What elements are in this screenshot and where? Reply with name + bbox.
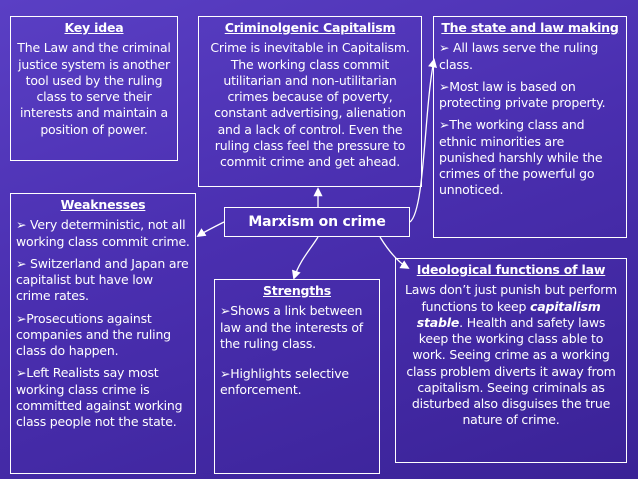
ideological-emphasis: capitalism stable	[416, 298, 601, 330]
state-law-bullet: ➢ All laws serve the ruling class.	[439, 40, 599, 72]
weakness-bullet: ➢ Very deterministic, not all working class commit crime.	[16, 217, 190, 249]
ideological-text-after: . Health and safety laws keep the working class able to work. Seeing crime as a working class problem diverts it away from capitalism. Seeing criminals as disturbed also disguises the true nature of crime.	[406, 314, 616, 428]
weaknesses-title: Weaknesses	[60, 197, 146, 212]
state-law-bullet: ➢The working class and ethnic minorities are punished harshly while the crimes of the powerful go unnoticed.	[439, 117, 603, 198]
key-idea-box	[10, 16, 178, 161]
state-law-title: The state and law making	[441, 20, 619, 35]
key-idea-text: The Law and the criminal justice system is another tool used by the ruling class to serve their interests and maintain a position of power.	[17, 40, 171, 137]
strength-bullet: ➢Highlights selective enforcement.	[220, 366, 349, 398]
arrow-to-weaknesses	[198, 222, 224, 236]
marxism-on-crime-box	[224, 207, 410, 237]
center-label: Marxism on crime	[248, 213, 386, 230]
weakness-bullet: ➢Left Realists say most working class crime is committed against working class people not the state.	[16, 365, 183, 429]
weaknesses-box	[10, 193, 196, 474]
strength-bullet: ➢Shows a link between law and the interests of the ruling class.	[220, 303, 363, 351]
criminogenic-text: Crime is inevitable in Capitalism. The working class commit utilitarian and non-utilitarian crimes because of poverty, constant advertising, alienation and a lack of control. Even the ruling class feel the pressure to commit crime and get ahead.	[210, 40, 410, 169]
state-law-bullet: ➢Most law is based on protecting private property.	[439, 78, 606, 110]
ideological-text-before: Laws don’t just punish but perform functions to keep	[405, 282, 617, 314]
strengths-box	[214, 279, 380, 474]
ideological-functions-box	[395, 258, 627, 463]
criminogenic-title: Criminolgenic Capitalism	[224, 20, 396, 35]
ideological-title: Ideological functions of law	[416, 262, 606, 277]
weakness-bullet: ➢ Switzerland and Japan are capitalist but have low crime rates.	[16, 255, 189, 304]
strengths-title: Strengths	[263, 283, 331, 298]
weakness-bullet: ➢Prosecutions against companies and the ruling class do happen.	[16, 310, 171, 358]
state-law-making-box	[433, 16, 627, 238]
ideological-text	[401, 282, 621, 428]
arrow-to-strengths	[294, 237, 318, 278]
criminogenic-capitalism-box	[198, 16, 422, 187]
key-idea-title: Key idea	[64, 20, 124, 35]
